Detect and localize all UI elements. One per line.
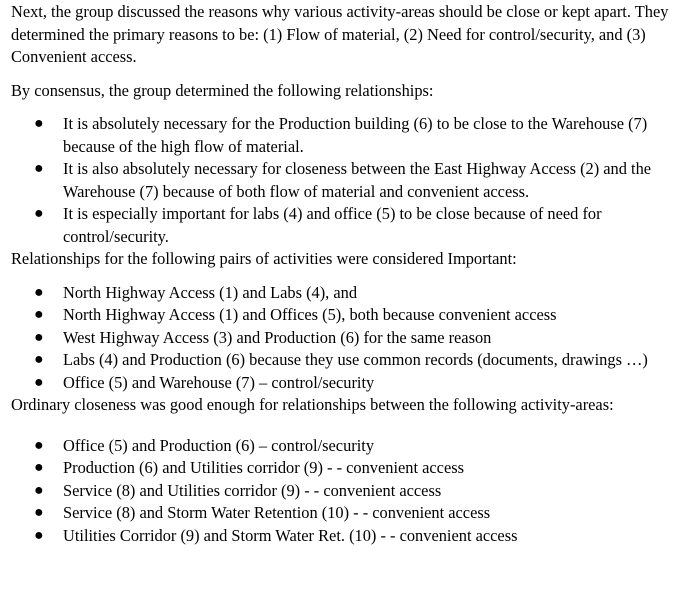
bullet-icon: ●	[34, 115, 44, 132]
list-item	[11, 349, 695, 372]
bullet-icon: ●	[34, 283, 44, 301]
important-pairs-list	[11, 282, 695, 395]
bullet-icon: ●	[34, 526, 44, 544]
list-item	[11, 203, 695, 248]
bullet-icon: ●	[34, 328, 44, 346]
list-item-text: It is absolutely necessary for the Production building (6) to be close to the Warehouse (7) because of the high flow of material.	[63, 114, 648, 156]
absolutely-necessary-list	[11, 113, 695, 248]
list-item-text: Office (5) and Warehouse (7) – control/security	[63, 372, 375, 392]
list-item	[11, 304, 695, 327]
list-item-text: Service (8) and Utilities corridor (9) - - convenient access	[63, 480, 442, 500]
consensus-paragraph: By consensus, the group determined the following relationships:	[11, 80, 434, 100]
bullet-icon: ●	[34, 436, 44, 454]
list-item-text: North Highway Access (1) and Labs (4), and	[63, 282, 358, 302]
bullet-icon: ●	[34, 160, 44, 177]
list-item-text: Labs (4) and Production (6) because they use common records (documents, drawings …)	[63, 350, 648, 369]
list-item	[11, 158, 695, 203]
list-item-text: It is especially important for labs (4) and office (5) to be close because of need for control/security.	[63, 204, 602, 246]
bullet-icon: ●	[34, 373, 44, 391]
bullet-icon: ●	[34, 306, 44, 323]
list-item	[11, 282, 695, 305]
list-item	[11, 502, 695, 525]
list-item-text: West Highway Access (3) and Production (6) for the same reason	[63, 327, 492, 347]
document-body	[11, 1, 695, 547]
list-item-text: Production (6) and Utilities corridor (9) - - convenient access	[63, 458, 464, 477]
list-item	[11, 435, 695, 458]
bullet-icon: ●	[34, 205, 44, 222]
bullet-icon: ●	[34, 459, 44, 476]
bullet-icon: ●	[34, 481, 44, 499]
intro-paragraph: Next, the group discussed the reasons why various activity-areas should be close or kept apart. They determined the primary reasons to be: (1) Flow of material, (2) Need for control/security, and (3) Convenient access.	[11, 2, 669, 66]
list-item-text: It is also absolutely necessary for closeness between the East Highway Access (2) and the Warehouse (7) because of both flow of material and convenient access.	[63, 159, 652, 201]
list-item	[11, 525, 695, 548]
list-item-text: North Highway Access (1) and Offices (5), both because convenient access	[63, 305, 557, 324]
list-item	[11, 457, 695, 480]
list-item	[11, 372, 695, 395]
ordinary-paragraph: Ordinary closeness was good enough for relationships between the following activity-areas:	[11, 395, 614, 414]
important-paragraph: Relationships for the following pairs of activities were considered Important:	[11, 249, 517, 268]
ordinary-pairs-list	[11, 435, 695, 548]
list-item-text: Utilities Corridor (9) and Storm Water Ret. (10) - - convenient access	[63, 525, 518, 545]
list-item	[11, 480, 695, 503]
bullet-icon: ●	[34, 504, 44, 521]
list-item-text: Office (5) and Production (6) – control/security	[63, 435, 375, 455]
list-item	[11, 113, 695, 158]
list-item-text: Service (8) and Storm Water Retention (10) - - convenient access	[63, 503, 491, 522]
list-item	[11, 327, 695, 350]
bullet-icon: ●	[34, 351, 44, 368]
